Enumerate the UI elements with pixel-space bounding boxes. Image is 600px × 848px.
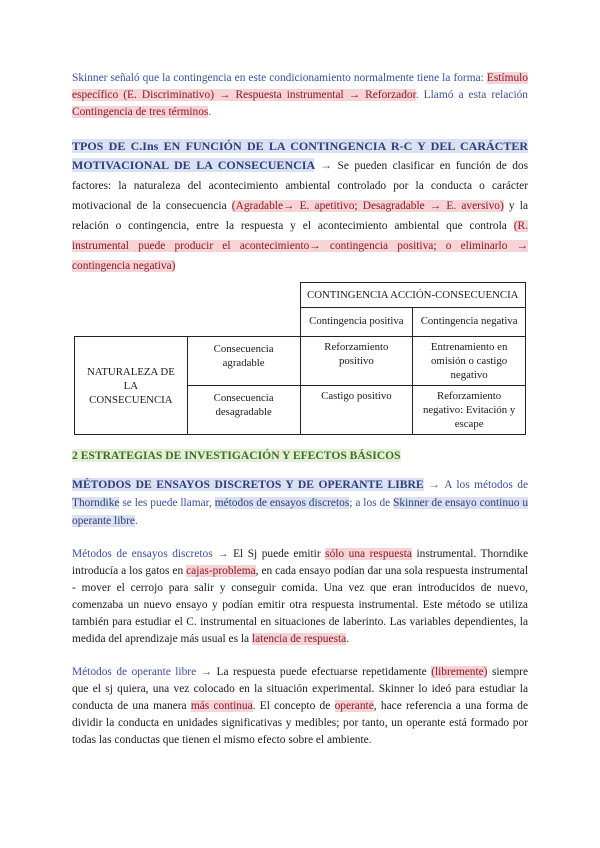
heading-types: TPOS DE C.Ins EN FUNCIÓN DE LA CONTINGENCIA R-C Y DEL CARÁCTER MOTIVACIONAL DE LA CONSECUENCIA	[72, 139, 528, 172]
section-heading: 2 ESTRATEGIAS DE INVESTIGACIÓN Y EFECTOS BÁSICOS	[72, 449, 401, 462]
table-row-desagradable: Consecuencia desagradable	[187, 386, 300, 435]
cell-omision: Entrenamiento en omisión o castigo negativo	[413, 337, 526, 386]
cell-castigo-positivo: Castigo positivo	[300, 386, 413, 435]
contingency-table	[74, 282, 526, 435]
paragraph-methods-heading: MÉTODOS DE ENSAYOS DISCRETOS Y DE OPERANTE LIBRE → A los métodos de Thorndike se les puede llamar, métodos de ensayos discretos; a los de Skinner de ensayo continuo u operante libre.	[72, 478, 529, 527]
document-page	[72, 70, 528, 749]
paragraph-types-heading: TPOS DE C.Ins EN FUNCIÓN DE LA CONTINGENCIA R-C Y DEL CARÁCTER MOTIVACIONAL DE LA CONSECUENCIA → Se pueden clasificar en función de dos factores: la naturaleza del acontecimiento ambiental controlado por la conducta o carácter motivacional de la consecuencia (Agradable→ E. apetitivo; Desagradable → E. aversivo) y la relación o contingencia, entre la respuesta y el acontecimiento ambiental que controla (R. instrumental puede producir el acontecimiento→ contingencia positiva; o eliminarlo → contingencia negativa)	[72, 139, 529, 272]
table-col-positive: Contingencia positiva	[300, 308, 413, 337]
paragraph-contingency-form: Skinner señaló que la contingencia en este condicionamiento normalmente tiene la forma: Estímulo específico (E. Discriminativo) → Respuesta instrumental → Reforzador. Llamó a esta relación Contingencia de tres términos.	[72, 72, 528, 118]
heading-methods: MÉTODOS DE ENSAYOS DISCRETOS Y DE OPERANTE LIBRE	[72, 478, 424, 491]
table-row-header: NATURALEZA DE LA CONSECUENCIA	[75, 337, 188, 435]
cell-reforzamiento-negativo: Reforzamiento negativo: Evitación y escape	[413, 386, 526, 435]
highlight-three-term: Estímulo específico (E. Discriminativo) → Respuesta instrumental → Reforzador	[72, 72, 528, 101]
table-top-header: CONTINGENCIA ACCIÓN-CONSECUENCIA	[300, 283, 526, 308]
table-row-agradable: Consecuencia agradable	[187, 337, 300, 386]
highlight-term-name: Contingencia de tres términos	[72, 106, 209, 118]
table-col-negative: Contingencia negativa	[413, 308, 526, 337]
paragraph-free-operant: Métodos de operante libre → La respuesta puede efectuarse repetidamente (libremente) siempre que el sj quiera, una vez colocado en la situación experimental. Skinner lo ideó para estudiar la conducta de una manera más continua. El concepto de operante, hace referencia a una forma de dividir la conducta en unidades significativas y medibles; por tanto, un operante está formado por todas las conductas que tienen el mismo efecto sobre el ambiente.	[72, 666, 529, 746]
paragraph-discrete-trials: Métodos de ensayos discretos → El Sj puede emitir sólo una respuesta instrumental. Thorndike introducía a los gatos en cajas-problema, en cada ensayo podían dar una sola respuesta instrumental - mover el cerrojo para salir y conseguir comida. Una vez que eran introducidos de nuevo, comenzaba un nuevo ensayo y podían emitir otra respuesta instrumental. Este método se utiliza también para estudiar el C. instrumental en situaciones de laberinto. Las variables dependientes, la medida del aprendizaje más usual es la latencia de respuesta.	[72, 548, 529, 645]
cell-reforzamiento-positivo: Reforzamiento positivo	[300, 337, 413, 386]
